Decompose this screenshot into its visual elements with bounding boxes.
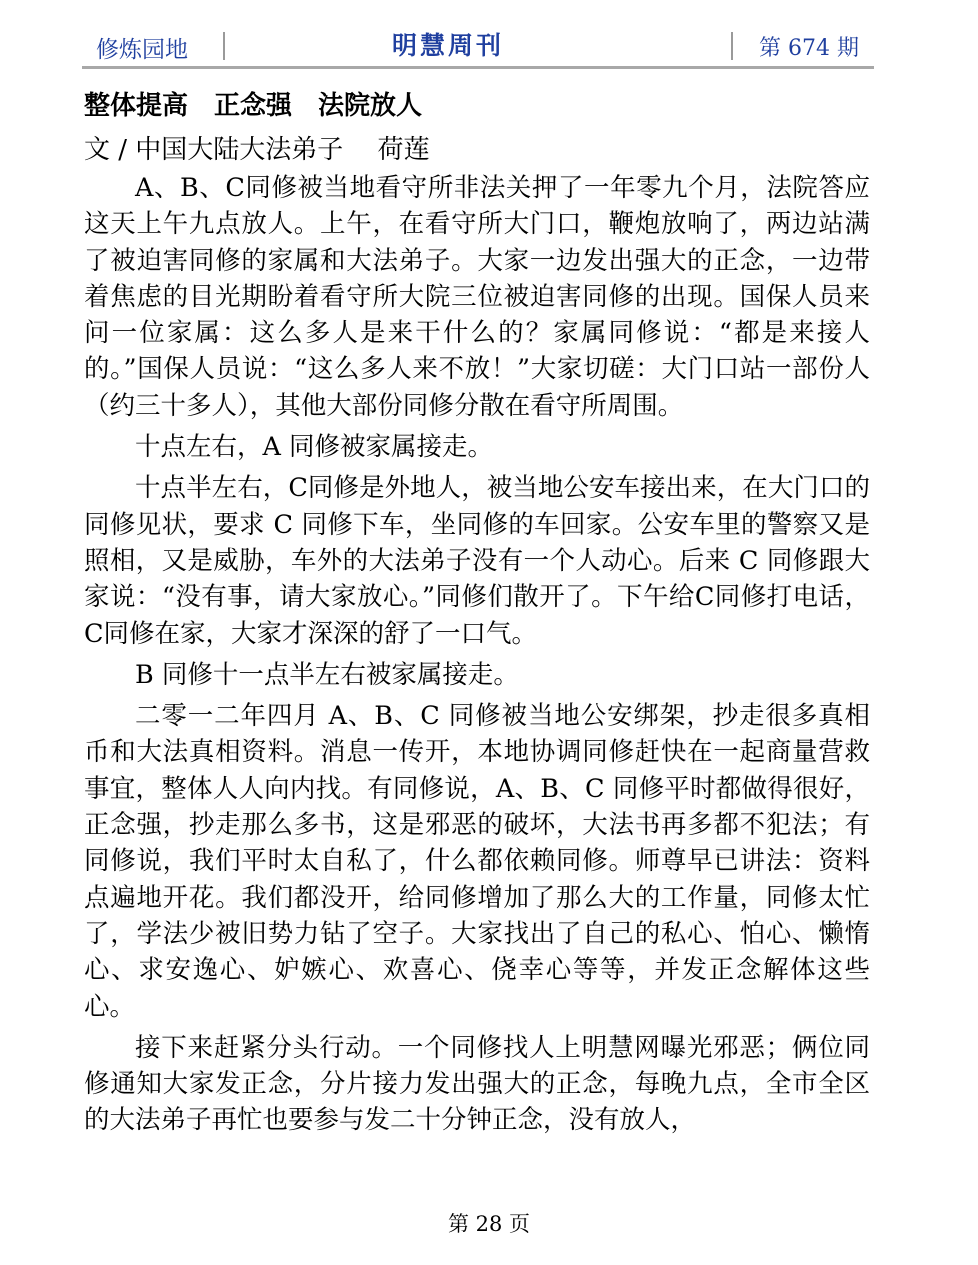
section-name: 修炼园地: [96, 37, 188, 63]
paragraph: 二零一二年四月 A、B、C 同修被当地公安绑架，抄走很多真相币和大法真相资料。消息一传开，本地协调同修赶快在一起商量营救事宜，整体人人向内找。有同修说，A、B、C 同修平时都做得很好，正念强，抄走那么多书，这是邪恶的破坏，大法书再多都不犯法；有同修说，我们平时太自私了，什么都依赖同修。师尊早已讲法：资料点遍地开花。我们都没开，给同修增加了那么大的工作量，同修太忙了，学法少被旧势力钻了空子。大家找出了自己的私心、怕心、懒惰心、求安逸心、妒嫉心、欢喜心、侥幸心等等，并发正念解体这些心。: [84, 701, 870, 1022]
paragraph: 十点半左右，C同修是外地人，被当地公安车接出来，在大门口的同修见状，要求 C 同修下车，坐同修的车回家。公安车里的警察又是照相，又是威胁，车外的大法弟子没有一个人动心。后来 C 同修跟大家说：“没有事，请大家放心。”同修们散开了。下午给C同修打电话，C同修在家，大家才深深的舒了一口气。: [84, 473, 870, 649]
article-title: 整体提高 正念强 法院放人: [84, 91, 423, 121]
paragraph: A、B、C同修被当地看守所非法关押了一年零九个月，法院答应这天上午九点放人。上午，在看守所大门口，鞭炮放响了，两边站满了被迫害同修的家属和大法弟子。大家一边发出强大的正念，一边带着焦虑的目光期盼着看守所大院三位被迫害同修的出现。国保人员来问一位家属：这么多人是来干什么的？家属同修说：“都是来接人的。”国保人员说：“这么多人来不放！”大家切磋：大门口站一部份人（约三十多人），其他大部份同修分散在看守所周围。: [84, 173, 870, 421]
issue-number: 第 674 期: [759, 36, 859, 61]
page-number: 第 28 页: [447, 1212, 531, 1236]
header-rule: [82, 66, 874, 69]
paragraph: 接下来赶紧分头行动。一个同修找人上明慧网曝光邪恶；俩位同修通知大家发正念，分片接力发出强大的正念，每晚九点，全市全区的大法弟子再忙也要参与发二十分钟正念，没有放人，: [84, 1032, 870, 1136]
paragraph: 十点左右，A 同修被家属接走。: [135, 432, 494, 463]
publication-masthead: 明慧周刊: [392, 31, 505, 60]
header-divider-right: [731, 32, 733, 60]
header-divider-left: [223, 32, 225, 60]
article-byline: 文 / 中国大陆大法弟子 荷莲: [84, 135, 430, 165]
paragraph: B 同修十一点半左右被家属接走。: [135, 659, 519, 690]
page-header: [82, 22, 874, 68]
article-body: [84, 86, 870, 1144]
